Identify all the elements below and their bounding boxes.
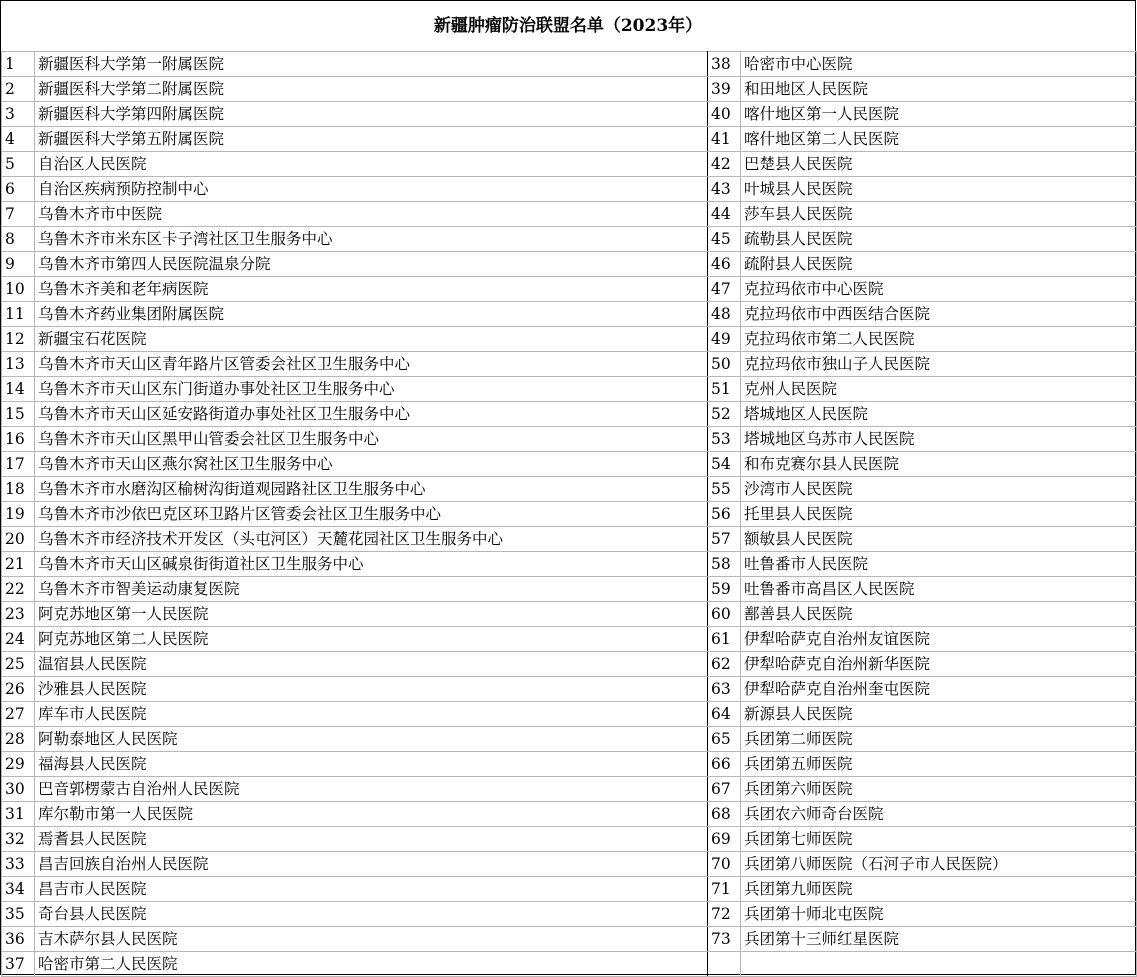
table-row bbox=[2, 502, 1137, 527]
row-number-cell[interactable]: 68 bbox=[708, 802, 741, 827]
hospital-name-cell[interactable]: 塔城地区乌苏市人民医院 bbox=[741, 427, 1137, 452]
hospital-name-cell[interactable]: 兵团第六师医院 bbox=[741, 777, 1137, 802]
row-number-cell[interactable]: 38 bbox=[708, 52, 741, 77]
table-row bbox=[2, 252, 1137, 277]
row-number-cell[interactable]: 51 bbox=[708, 377, 741, 402]
hospital-name-cell[interactable]: 哈密市第二人民医院 bbox=[35, 952, 708, 977]
row-number-cell[interactable]: 11 bbox=[2, 302, 35, 327]
hospital-name-cell[interactable]: 温宿县人民医院 bbox=[35, 652, 708, 677]
hospital-name-cell[interactable]: 兵团第七师医院 bbox=[741, 827, 1137, 852]
hospital-name-cell[interactable]: 喀什地区第二人民医院 bbox=[741, 127, 1137, 152]
hospital-name-cell[interactable]: 托里县人民医院 bbox=[741, 502, 1137, 527]
row-number-cell[interactable]: 61 bbox=[708, 627, 741, 652]
hospital-name-cell[interactable]: 焉耆县人民医院 bbox=[35, 827, 708, 852]
row-number-cell[interactable]: 31 bbox=[2, 802, 35, 827]
hospital-name-cell[interactable]: 库尔勒市第一人民医院 bbox=[35, 802, 708, 827]
hospital-name-cell[interactable]: 阿克苏地区第一人民医院 bbox=[35, 602, 708, 627]
row-number-cell[interactable]: 45 bbox=[708, 227, 741, 252]
hospital-name-cell[interactable]: 和布克赛尔县人民医院 bbox=[741, 452, 1137, 477]
row-number-cell[interactable]: 22 bbox=[2, 577, 35, 602]
hospital-name-cell[interactable]: 和田地区人民医院 bbox=[741, 77, 1137, 102]
row-number-cell[interactable]: 57 bbox=[708, 527, 741, 552]
hospital-name-cell[interactable]: 乌鲁木齐市中医院 bbox=[35, 202, 708, 227]
table-row bbox=[2, 727, 1137, 752]
row-number-cell[interactable]: 42 bbox=[708, 152, 741, 177]
row-number-cell[interactable]: 30 bbox=[2, 777, 35, 802]
table-row bbox=[2, 327, 1137, 352]
hospital-list-table bbox=[1, 51, 1137, 977]
hospital-name-cell[interactable]: 新疆医科大学第二附属医院 bbox=[35, 77, 708, 102]
row-number-cell[interactable]: 8 bbox=[2, 227, 35, 252]
table-row bbox=[2, 377, 1137, 402]
hospital-name-cell[interactable]: 乌鲁木齐市水磨沟区榆树沟街道观园路社区卫生服务中心 bbox=[35, 477, 708, 502]
row-number-cell[interactable]: 47 bbox=[708, 277, 741, 302]
table-row bbox=[2, 552, 1137, 577]
row-number-cell[interactable]: 33 bbox=[2, 852, 35, 877]
hospital-name-cell[interactable]: 乌鲁木齐市天山区延安路街道办事处社区卫生服务中心 bbox=[35, 402, 708, 427]
table-row bbox=[2, 52, 1137, 77]
hospital-name-cell[interactable]: 乌鲁木齐市经济技术开发区（头屯河区）天麓花园社区卫生服务中心 bbox=[35, 527, 708, 552]
table-row bbox=[2, 202, 1137, 227]
row-number-cell[interactable]: 14 bbox=[2, 377, 35, 402]
row-number-cell[interactable]: 41 bbox=[708, 127, 741, 152]
hospital-name-cell[interactable]: 昌吉市人民医院 bbox=[35, 877, 708, 902]
table-row bbox=[2, 827, 1137, 852]
row-number-cell[interactable]: 35 bbox=[2, 902, 35, 927]
table-row bbox=[2, 102, 1137, 127]
hospital-name-cell[interactable]: 兵团第五师医院 bbox=[741, 752, 1137, 777]
hospital-name-cell[interactable]: 兵团第二师医院 bbox=[741, 727, 1137, 752]
table-row bbox=[2, 927, 1137, 952]
table-row bbox=[2, 652, 1137, 677]
row-number-cell[interactable] bbox=[708, 952, 741, 977]
row-number-cell[interactable]: 52 bbox=[708, 402, 741, 427]
row-number-cell[interactable]: 69 bbox=[708, 827, 741, 852]
table-row bbox=[2, 402, 1137, 427]
hospital-name-cell[interactable]: 哈密市中心医院 bbox=[741, 52, 1137, 77]
row-number-cell[interactable]: 43 bbox=[708, 177, 741, 202]
hospital-name-cell[interactable]: 疏勒县人民医院 bbox=[741, 227, 1137, 252]
row-number-cell[interactable]: 19 bbox=[2, 502, 35, 527]
row-number-cell[interactable]: 60 bbox=[708, 602, 741, 627]
row-number-cell[interactable]: 25 bbox=[2, 652, 35, 677]
row-number-cell[interactable]: 56 bbox=[708, 502, 741, 527]
row-number-cell[interactable]: 53 bbox=[708, 427, 741, 452]
row-number-cell[interactable]: 26 bbox=[2, 677, 35, 702]
table-row bbox=[2, 477, 1137, 502]
row-number-cell[interactable]: 55 bbox=[708, 477, 741, 502]
hospital-name-cell[interactable]: 新疆医科大学第四附属医院 bbox=[35, 102, 708, 127]
hospital-name-cell[interactable]: 吉木萨尔县人民医院 bbox=[35, 927, 708, 952]
row-number-cell[interactable]: 71 bbox=[708, 877, 741, 902]
row-number-cell[interactable]: 28 bbox=[2, 727, 35, 752]
table-row bbox=[2, 302, 1137, 327]
hospital-name-cell[interactable]: 自治区疾病预防控制中心 bbox=[35, 177, 708, 202]
row-number-cell[interactable]: 24 bbox=[2, 627, 35, 652]
hospital-name-cell[interactable] bbox=[741, 952, 1137, 977]
hospital-name-cell[interactable]: 巴音郭楞蒙古自治州人民医院 bbox=[35, 777, 708, 802]
hospital-name-cell[interactable]: 乌鲁木齐市天山区黑甲山管委会社区卫生服务中心 bbox=[35, 427, 708, 452]
table-row bbox=[2, 877, 1137, 902]
hospital-name-cell[interactable]: 阿勒泰地区人民医院 bbox=[35, 727, 708, 752]
row-number-cell[interactable]: 54 bbox=[708, 452, 741, 477]
table-row bbox=[2, 577, 1137, 602]
row-number-cell[interactable]: 5 bbox=[2, 152, 35, 177]
table-row bbox=[2, 852, 1137, 877]
row-number-cell[interactable]: 4 bbox=[2, 127, 35, 152]
hospital-name-cell[interactable]: 克拉玛依市独山子人民医院 bbox=[741, 352, 1137, 377]
hospital-name-cell[interactable]: 沙雅县人民医院 bbox=[35, 677, 708, 702]
row-number-cell[interactable]: 15 bbox=[2, 402, 35, 427]
hospital-name-cell[interactable]: 自治区人民医院 bbox=[35, 152, 708, 177]
row-number-cell[interactable]: 23 bbox=[2, 602, 35, 627]
row-number-cell[interactable]: 17 bbox=[2, 452, 35, 477]
hospital-name-cell[interactable]: 新疆医科大学第一附属医院 bbox=[35, 52, 708, 77]
row-number-cell[interactable]: 16 bbox=[2, 427, 35, 452]
hospital-name-cell[interactable]: 乌鲁木齐市天山区青年路片区管委会社区卫生服务中心 bbox=[35, 352, 708, 377]
row-number-cell[interactable]: 58 bbox=[708, 552, 741, 577]
hospital-name-cell[interactable]: 乌鲁木齐市天山区燕尔窝社区卫生服务中心 bbox=[35, 452, 708, 477]
row-number-cell[interactable]: 65 bbox=[708, 727, 741, 752]
hospital-name-cell[interactable]: 克拉玛依市中心医院 bbox=[741, 277, 1137, 302]
hospital-name-cell[interactable]: 伊犁哈萨克自治州友谊医院 bbox=[741, 627, 1137, 652]
table-row bbox=[2, 152, 1137, 177]
table-row bbox=[2, 527, 1137, 552]
hospital-name-cell[interactable]: 塔城地区人民医院 bbox=[741, 402, 1137, 427]
row-number-cell[interactable]: 18 bbox=[2, 477, 35, 502]
hospital-name-cell[interactable]: 吐鲁番市高昌区人民医院 bbox=[741, 577, 1137, 602]
row-number-cell[interactable]: 36 bbox=[2, 927, 35, 952]
row-number-cell[interactable]: 9 bbox=[2, 252, 35, 277]
table-row bbox=[2, 952, 1137, 977]
hospital-name-cell[interactable]: 兵团第十师北屯医院 bbox=[741, 902, 1137, 927]
hospital-name-cell[interactable]: 福海县人民医院 bbox=[35, 752, 708, 777]
table-row bbox=[2, 777, 1137, 802]
table-row bbox=[2, 452, 1137, 477]
row-number-cell[interactable]: 48 bbox=[708, 302, 741, 327]
hospital-name-cell[interactable]: 额敏县人民医院 bbox=[741, 527, 1137, 552]
hospital-name-cell[interactable]: 乌鲁木齐市天山区碱泉街街道社区卫生服务中心 bbox=[35, 552, 708, 577]
hospital-name-cell[interactable]: 兵团第十三师红星医院 bbox=[741, 927, 1137, 952]
row-number-cell[interactable]: 12 bbox=[2, 327, 35, 352]
table-row bbox=[2, 277, 1137, 302]
hospital-name-cell[interactable]: 吐鲁番市人民医院 bbox=[741, 552, 1137, 577]
row-number-cell[interactable]: 27 bbox=[2, 702, 35, 727]
row-number-cell[interactable]: 59 bbox=[708, 577, 741, 602]
table-row bbox=[2, 702, 1137, 727]
row-number-cell[interactable]: 10 bbox=[2, 277, 35, 302]
hospital-name-cell[interactable]: 新疆医科大学第五附属医院 bbox=[35, 127, 708, 152]
row-number-cell[interactable]: 62 bbox=[708, 652, 741, 677]
table-row bbox=[2, 227, 1137, 252]
hospital-name-cell[interactable]: 沙湾市人民医院 bbox=[741, 477, 1137, 502]
row-number-cell[interactable]: 6 bbox=[2, 177, 35, 202]
table-row bbox=[2, 677, 1137, 702]
hospital-name-cell[interactable]: 新源县人民医院 bbox=[741, 702, 1137, 727]
table-row bbox=[2, 802, 1137, 827]
hospital-name-cell[interactable]: 疏附县人民医院 bbox=[741, 252, 1137, 277]
hospital-name-cell[interactable]: 巴楚县人民医院 bbox=[741, 152, 1137, 177]
sheet-title[interactable]: 新疆肿瘤防治联盟名单（2023年） bbox=[1, 1, 1135, 52]
table-row bbox=[2, 77, 1137, 102]
row-number-cell[interactable]: 2 bbox=[2, 77, 35, 102]
hospital-name-cell[interactable]: 克州人民医院 bbox=[741, 377, 1137, 402]
row-number-cell[interactable]: 39 bbox=[708, 77, 741, 102]
row-number-cell[interactable]: 66 bbox=[708, 752, 741, 777]
hospital-name-cell[interactable]: 乌鲁木齐药业集团附属医院 bbox=[35, 302, 708, 327]
table-row bbox=[2, 752, 1137, 777]
hospital-name-cell[interactable]: 伊犁哈萨克自治州新华医院 bbox=[741, 652, 1137, 677]
hospital-name-cell[interactable]: 昌吉回族自治州人民医院 bbox=[35, 852, 708, 877]
row-number-cell[interactable]: 46 bbox=[708, 252, 741, 277]
row-number-cell[interactable]: 1 bbox=[2, 52, 35, 77]
row-number-cell[interactable]: 63 bbox=[708, 677, 741, 702]
row-number-cell[interactable]: 21 bbox=[2, 552, 35, 577]
table-row bbox=[2, 177, 1137, 202]
hospital-name-cell[interactable]: 克拉玛依市第二人民医院 bbox=[741, 327, 1137, 352]
hospital-name-cell[interactable]: 兵团农六师奇台医院 bbox=[741, 802, 1137, 827]
hospital-name-cell[interactable]: 奇台县人民医院 bbox=[35, 902, 708, 927]
row-number-cell[interactable]: 44 bbox=[708, 202, 741, 227]
hospital-name-cell[interactable]: 喀什地区第一人民医院 bbox=[741, 102, 1137, 127]
hospital-name-cell[interactable]: 兵团第九师医院 bbox=[741, 877, 1137, 902]
row-number-cell[interactable]: 70 bbox=[708, 852, 741, 877]
row-number-cell[interactable]: 64 bbox=[708, 702, 741, 727]
hospital-name-cell[interactable]: 莎车县人民医院 bbox=[741, 202, 1137, 227]
row-number-cell[interactable]: 20 bbox=[2, 527, 35, 552]
row-number-cell[interactable]: 29 bbox=[2, 752, 35, 777]
table-row bbox=[2, 902, 1137, 927]
hospital-name-cell[interactable]: 新疆宝石花医院 bbox=[35, 327, 708, 352]
row-number-cell[interactable]: 7 bbox=[2, 202, 35, 227]
hospital-name-cell[interactable]: 乌鲁木齐市智美运动康复医院 bbox=[35, 577, 708, 602]
hospital-name-cell[interactable]: 乌鲁木齐市天山区东门街道办事处社区卫生服务中心 bbox=[35, 377, 708, 402]
row-number-cell[interactable]: 40 bbox=[708, 102, 741, 127]
row-number-cell[interactable]: 13 bbox=[2, 352, 35, 377]
hospital-name-cell[interactable]: 乌鲁木齐市沙依巴克区环卫路片区管委会社区卫生服务中心 bbox=[35, 502, 708, 527]
row-number-cell[interactable]: 72 bbox=[708, 902, 741, 927]
table-body bbox=[2, 52, 1137, 977]
hospital-name-cell[interactable]: 乌鲁木齐市米东区卡子湾社区卫生服务中心 bbox=[35, 227, 708, 252]
table-row bbox=[2, 627, 1137, 652]
row-number-cell[interactable]: 73 bbox=[708, 927, 741, 952]
row-number-cell[interactable]: 37 bbox=[2, 952, 35, 977]
hospital-name-cell[interactable]: 叶城县人民医院 bbox=[741, 177, 1137, 202]
table-row bbox=[2, 127, 1137, 152]
hospital-name-cell[interactable]: 阿克苏地区第二人民医院 bbox=[35, 627, 708, 652]
hospital-name-cell[interactable]: 兵团第八师医院（石河子市人民医院） bbox=[741, 852, 1137, 877]
table-row bbox=[2, 427, 1137, 452]
hospital-name-cell[interactable]: 库车市人民医院 bbox=[35, 702, 708, 727]
table-row bbox=[2, 602, 1137, 627]
hospital-name-cell[interactable]: 克拉玛依市中西医结合医院 bbox=[741, 302, 1137, 327]
row-number-cell[interactable]: 49 bbox=[708, 327, 741, 352]
hospital-name-cell[interactable]: 乌鲁木齐市第四人民医院温泉分院 bbox=[35, 252, 708, 277]
row-number-cell[interactable]: 67 bbox=[708, 777, 741, 802]
row-number-cell[interactable]: 34 bbox=[2, 877, 35, 902]
hospital-name-cell[interactable]: 伊犁哈萨克自治州奎屯医院 bbox=[741, 677, 1137, 702]
row-number-cell[interactable]: 50 bbox=[708, 352, 741, 377]
row-number-cell[interactable]: 3 bbox=[2, 102, 35, 127]
hospital-name-cell[interactable]: 乌鲁木齐美和老年病医院 bbox=[35, 277, 708, 302]
row-number-cell[interactable]: 32 bbox=[2, 827, 35, 852]
hospital-name-cell[interactable]: 鄯善县人民医院 bbox=[741, 602, 1137, 627]
table-row bbox=[2, 352, 1137, 377]
